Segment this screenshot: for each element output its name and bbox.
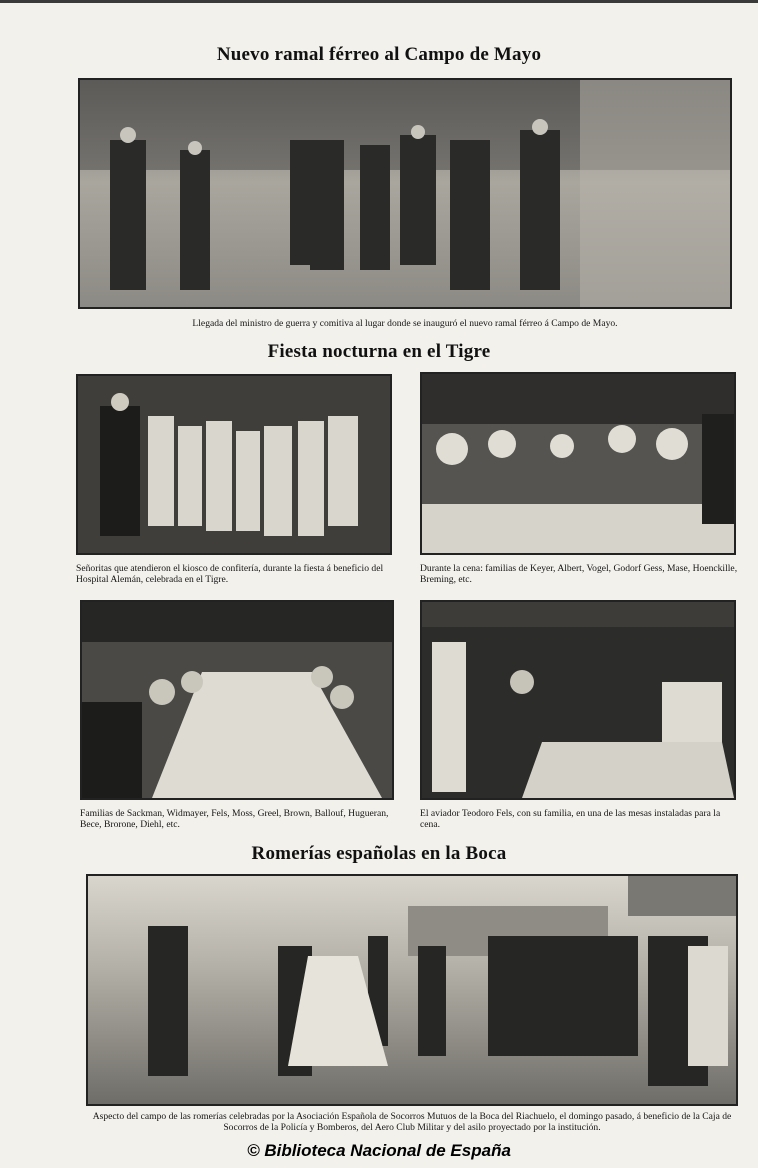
copyright-footer: © Biblioteca Nacional de España [247, 1141, 511, 1160]
caption-romerias-boca: Aspecto del campo de las romerías celebradas por la Asociación Española de Socorros Mutuos de la Boca del Riachuelo, el domingo pasado, á beneficio de la Caja de Socorros de la Policía y Bomberos, del Aero Club Militar y del asilo proyectado por la institución. [92, 1111, 732, 1133]
section-heading-tigre: Fiesta nocturna en el Tigre [267, 341, 491, 362]
photo-romerias-boca [86, 874, 738, 1106]
photo-familias-sackman [80, 600, 394, 800]
photo-senoritas-kiosco [76, 374, 392, 555]
caption-familias-sackman: Familias de Sackman, Widmayer, Fels, Moss, Greel, Brown, Ballouf, Hugueran, Bece, Brorone, Diehl, etc. [80, 808, 389, 830]
photo-durante-la-cena [420, 372, 736, 555]
top-rule [0, 0, 758, 3]
caption-senoritas-kiosco: Señoritas que atendieron el kiosco de confitería, durante la fiesta á beneficio del Hospital Alemán, celebrada en el Tigre. [76, 563, 384, 585]
section-heading-campo-de-mayo: Nuevo ramal férreo al Campo de Mayo [216, 44, 542, 65]
section-heading-la-boca: Romerías españolas en la Boca [251, 843, 507, 864]
photo-aviador-fels [420, 600, 736, 800]
caption-durante-la-cena: Durante la cena: familias de Keyer, Albert, Vogel, Godorf Gess, Mase, Hoenckille, Breming, etc. [420, 563, 738, 585]
caption-ramal-ferreo: Llegada del ministro de guerra y comitiva al lugar donde se inauguró el nuevo ramal férreo á Campo de Mayo. [192, 318, 618, 329]
photo-ramal-ferreo [78, 78, 732, 309]
caption-aviador-fels: El aviador Teodoro Fels, con su familia, en una de las mesas instaladas para la cena. [420, 808, 721, 830]
